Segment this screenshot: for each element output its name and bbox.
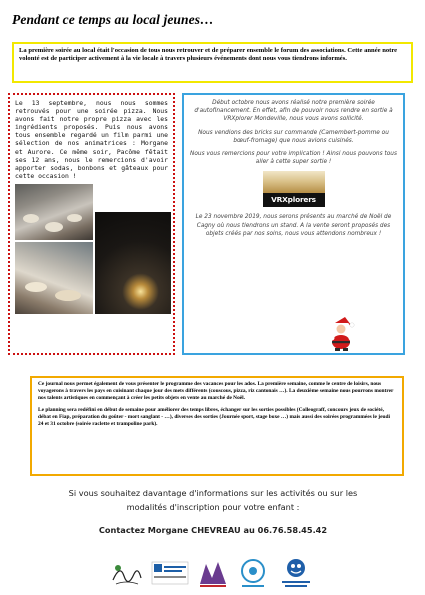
holiday-program-paragraph-1: Ce journal nous permet également de vous présenter le programme des vacances pour les ados. La première semaine, comme le centre de loisirs, nous voyagerons à travers les pays en cuisinant chaque jour des mets différents (couscous, pizza, riz cantonais …). La deuxième semaine nous pourrons montrer nos talents artistiques en commençant à créer les petits objets en vente au marché de Noël. — [38, 381, 394, 402]
contact-phone-line: Contactez Morgane CHEVREAU au 06.76.58.45.42 — [98, 525, 328, 535]
pizza-table-photo — [15, 184, 93, 240]
page-title: Pendant ce temps au local jeunes… — [12, 12, 214, 27]
santa-icon — [323, 315, 363, 351]
birthday-candle-photo — [95, 212, 171, 314]
pizza-preparation-photo — [15, 242, 93, 314]
ligue-enseignement-logo — [150, 556, 190, 590]
fundraising-paragraph-2: Nous vendions des bricks sur commande (Camembert-pomme ou bœuf-fromage) que nous avions cuisinés. — [198, 129, 389, 144]
contact-line-1: Si vous souhaitez davantage d'informations sur les activités ou sur les — [68, 488, 358, 498]
fundraising-article-box — [182, 93, 405, 355]
contact-line-2: modalités d'inscription pour votre enfant : — [126, 502, 300, 512]
fundraising-paragraph-1: Début octobre nous avons réalisé notre première soirée d'autofinancement. En effet, afin de pouvoir nous rendre en sortie à VRXplorer Mondeville, nous vous avons sollicité. — [194, 100, 393, 123]
signature-logo — [110, 556, 144, 590]
commune-logo — [196, 556, 230, 590]
intro-text: La première soirée au local était l'occasion de tous nous retrouver et de préparer ensemble le forum des associations. Cette année notre volonté est de participer activement à la vie locale à travers plusieurs événements dont nous vous tiendrons informés. — [19, 47, 398, 63]
holiday-program-paragraph-2: Le planning sera redéfini en début de semaine pour améliorer des temps libres, échanger sur les sorties possibles (Colleograff, concours jeux de société, débat en Fiap, préparation du goûter - mort sanglant - …), diverses des sorties (Journée sport, stage boxe …) mais aussi des soirées programmées le jeudi 24 et 31 octobre (soirée raclette et trampoline park). — [38, 406, 390, 428]
vrxplorers-logo-image — [263, 171, 325, 193]
holiday-program-box — [30, 376, 404, 476]
fundraising-paragraph-3: Nous vous remercions pour votre implication ! Ainsi nous pouvons tous aller à cette super sortie ! — [190, 151, 397, 166]
reseau-logo — [236, 556, 270, 590]
photo-collage — [15, 184, 171, 314]
partner-logos — [110, 556, 320, 590]
vrxplorers-logo-text: VRXplorers — [263, 193, 325, 207]
vrxplorers-logo — [263, 171, 325, 207]
intro-box — [12, 42, 413, 83]
pizza-article-box — [8, 93, 175, 355]
allocations-familiales-logo — [276, 556, 316, 590]
pizza-article-text: Le 13 septembre, nous nous sommes retrouvés pour une soirée pizza. Nous avons fait notre propre pizza avec les ingrédients proposés. Puis nous avons tous ensemble regardé un film parmi une sélection de nos animatrices : Morgane et Aurore. Ce même soir, Pacôme fêtait ses 12 ans, nous le remercions d'avoir apporter sodas, bonbons et gâteaux pour cette occasion ! — [15, 99, 168, 180]
contact-section — [20, 486, 406, 537]
christmas-market-paragraph: Le 23 novembre 2019, nous serons présents au marché de Noël de Cagny où nous tiendrons un stand. A la vente seront proposés des objets créés par nos soins, nous vous attendons nombreux ! — [195, 214, 392, 237]
